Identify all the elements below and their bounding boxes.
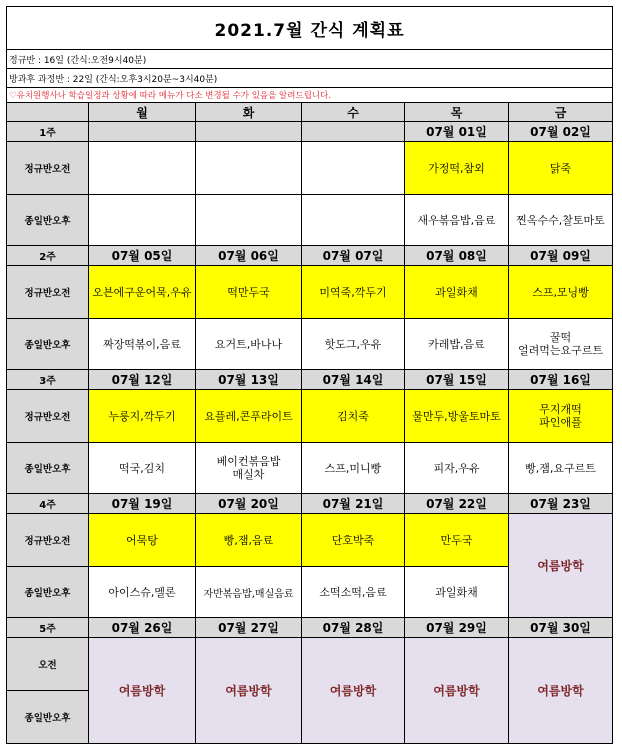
menu-cell: 떡만두국 [196, 266, 302, 319]
menu-cell: 새우볶음밥,음료 [405, 195, 509, 246]
day-tue: 화 [196, 103, 302, 122]
notice-text: ♡유치원행사나 학습일정과 상황에 따라 메뉴가 다소 변경될 수가 있음을 알려드립니다. [7, 88, 613, 103]
date-cell: 07월 01일 [405, 122, 509, 142]
menu-cell: 스프,미니빵 [302, 443, 405, 494]
am-label: 정규반오전 [7, 142, 89, 195]
date-cell: 07월 07일 [302, 246, 405, 266]
menu-cell: 과일화채 [405, 567, 509, 618]
am-label: 정규반오전 [7, 514, 89, 567]
menu-cell: 누룽지,깍두기 [89, 390, 196, 443]
pm-label: 종일반오후 [7, 195, 89, 246]
menu-cell: 짜장떡볶이,음료 [89, 319, 196, 370]
date-cell: 07월 26일 [89, 618, 196, 638]
corner-cell [7, 103, 89, 122]
date-cell: 07월 13일 [196, 370, 302, 390]
menu-cell: 소떡소떡,음료 [302, 567, 405, 618]
menu-cell: 아이스슈,멜론 [89, 567, 196, 618]
week-label: 2주 [7, 246, 89, 266]
week-row [7, 122, 613, 142]
menu-cell [302, 195, 405, 246]
day-thu: 목 [405, 103, 509, 122]
menu-cell: 요거트,바나나 [196, 319, 302, 370]
menu-cell: 만두국 [405, 514, 509, 567]
week-row [7, 370, 613, 390]
am-label: 정규반오전 [7, 390, 89, 443]
date-cell: 07월 21일 [302, 494, 405, 514]
date-cell: 07월 05일 [89, 246, 196, 266]
vacation-cell: 여름방학 [302, 638, 405, 744]
week-label: 5주 [7, 618, 89, 638]
am-row [7, 142, 613, 195]
am-label: 정규반오전 [7, 266, 89, 319]
pm-label: 종일반오후 [7, 691, 89, 744]
menu-cell [196, 142, 302, 195]
menu-cell: 떡국,김치 [89, 443, 196, 494]
snack-plan-sheet [6, 6, 612, 744]
week-label: 1주 [7, 122, 89, 142]
date-cell [89, 122, 196, 142]
date-cell [196, 122, 302, 142]
date-cell: 07월 09일 [509, 246, 613, 266]
week-row [7, 494, 613, 514]
menu-cell: 자반볶음밥,매실음료 [196, 567, 302, 618]
menu-cell: 핫도그,우유 [302, 319, 405, 370]
pm-label: 종일반오후 [7, 319, 89, 370]
day-fri: 금 [509, 103, 613, 122]
date-cell: 07월 14일 [302, 370, 405, 390]
menu-cell: 어묵탕 [89, 514, 196, 567]
date-cell: 07월 08일 [405, 246, 509, 266]
am-label: 오전 [7, 638, 89, 691]
date-cell [302, 122, 405, 142]
vacation-cell: 여름방학 [509, 638, 613, 744]
menu-cell: 가정떡,참외 [405, 142, 509, 195]
date-cell: 07월 30일 [509, 618, 613, 638]
menu-cell: 빵,잼,음료 [196, 514, 302, 567]
menu-cell: 물만두,방울토마토 [405, 390, 509, 443]
menu-cell: 미역죽,깍두기 [302, 266, 405, 319]
week-row [7, 246, 613, 266]
am-row [7, 514, 613, 567]
date-cell: 07월 23일 [509, 494, 613, 514]
menu-cell: 꿀떡 얼려먹는요구르트 [509, 319, 613, 370]
am-row [7, 638, 613, 691]
menu-cell: 무지개떡 파인애플 [509, 390, 613, 443]
date-cell: 07월 02일 [509, 122, 613, 142]
date-cell: 07월 12일 [89, 370, 196, 390]
vacation-cell: 여름방학 [509, 514, 613, 618]
date-cell: 07월 06일 [196, 246, 302, 266]
date-cell: 07월 28일 [302, 618, 405, 638]
menu-cell: 찐옥수수,찰토마토 [509, 195, 613, 246]
menu-cell: 베이컨볶음밥 매실차 [196, 443, 302, 494]
date-cell: 07월 15일 [405, 370, 509, 390]
date-cell: 07월 22일 [405, 494, 509, 514]
page-title: 2021.7월 간식 계획표 [7, 7, 613, 50]
date-cell: 07월 29일 [405, 618, 509, 638]
menu-cell: 닭죽 [509, 142, 613, 195]
menu-cell: 단호박죽 [302, 514, 405, 567]
am-row [7, 266, 613, 319]
date-cell: 07월 20일 [196, 494, 302, 514]
menu-cell: 피자,우유 [405, 443, 509, 494]
vacation-cell: 여름방학 [89, 638, 196, 744]
info-regular: 정규반 : 16일 (간식:오전9시40분) [7, 50, 613, 69]
vacation-cell: 여름방학 [196, 638, 302, 744]
menu-cell: 과일화채 [405, 266, 509, 319]
menu-cell [196, 195, 302, 246]
menu-cell: 김치죽 [302, 390, 405, 443]
menu-cell: 요플레,콘푸라이트 [196, 390, 302, 443]
pm-row [7, 195, 613, 246]
menu-cell: 오븐에구운어묵,우유 [89, 266, 196, 319]
info-after-school: 방과후 과정반 : 22일 (간식:오후3시20분~3시40분) [7, 69, 613, 88]
pm-label: 종일반오후 [7, 443, 89, 494]
day-wed: 수 [302, 103, 405, 122]
week-label: 4주 [7, 494, 89, 514]
menu-cell [89, 195, 196, 246]
date-cell: 07월 16일 [509, 370, 613, 390]
menu-cell [89, 142, 196, 195]
date-cell: 07월 19일 [89, 494, 196, 514]
am-row [7, 390, 613, 443]
menu-cell: 빵,잼,요구르트 [509, 443, 613, 494]
pm-label: 종일반오후 [7, 567, 89, 618]
day-mon: 월 [89, 103, 196, 122]
vacation-cell: 여름방학 [405, 638, 509, 744]
menu-cell: 카레밥,음료 [405, 319, 509, 370]
pm-row [7, 443, 613, 494]
snack-plan-table [6, 6, 613, 744]
date-cell: 07월 27일 [196, 618, 302, 638]
week-label: 3주 [7, 370, 89, 390]
pm-row [7, 319, 613, 370]
menu-cell [302, 142, 405, 195]
week-row [7, 618, 613, 638]
menu-cell: 스프,모닝빵 [509, 266, 613, 319]
day-header-row [7, 103, 613, 122]
